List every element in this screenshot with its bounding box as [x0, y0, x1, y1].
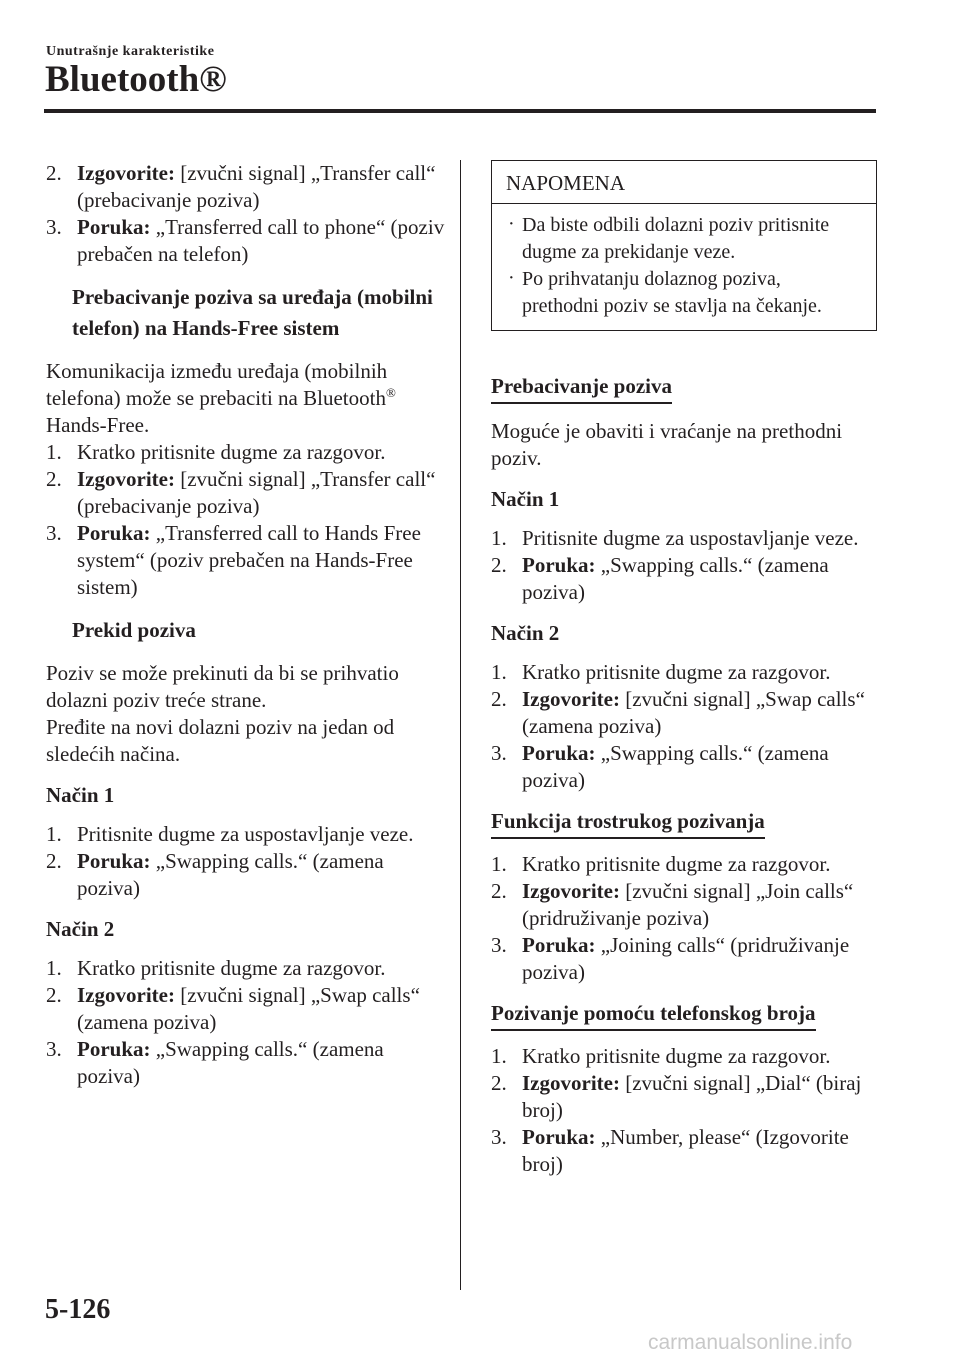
step-text: „Joining calls“ (pridruživanje poziva) — [522, 933, 850, 984]
step-label: Izgovorite: — [522, 1071, 620, 1095]
bullet-icon: · — [508, 213, 515, 235]
step-item — [46, 520, 446, 601]
step-label: Poruka: — [522, 933, 596, 957]
step-item — [46, 848, 446, 902]
step-text: [zvučni signal] „Dial“ (biraj broj) — [522, 1071, 862, 1122]
method-heading: Način 1 — [491, 487, 560, 511]
step-list — [491, 659, 877, 794]
step-number: 1. — [491, 526, 507, 550]
step-text: „Swapping calls.“ (zamena poziva) — [77, 1037, 384, 1088]
step-text: Kratko pritisnite dugme za razgovor. — [522, 1044, 831, 1068]
note-item — [506, 212, 862, 266]
sub-heading: Prekid poziva — [72, 618, 196, 642]
note-item-text: Po prihvatanju dolaznog poziva, prethodni poziv se stavlja na čekanje. — [522, 268, 822, 317]
step-label: Izgovorite: — [77, 467, 175, 491]
section-heading: Prebacivanje poziva — [491, 373, 672, 404]
step-number: 1. — [491, 852, 507, 876]
method-heading: Način 1 — [46, 783, 115, 807]
step-text: [zvučni signal] „Swap calls“ (zamena poziva) — [522, 687, 865, 738]
step-text: „Transferred call to phone“ (poziv prebačen na telefon) — [77, 215, 445, 266]
step-number: 2. — [46, 161, 62, 185]
step-number: 1. — [46, 822, 62, 846]
sub-heading: Prebacivanje poziva sa uređaja (mobilni telefon) na Hands-Free sistem — [72, 285, 433, 340]
step-number: 2. — [46, 467, 62, 491]
step-label: Poruka: — [522, 553, 596, 577]
step-item — [491, 740, 877, 794]
step-text: [zvučni signal] „Transfer call“ (prebacivanje poziva) — [77, 467, 436, 518]
step-item — [46, 1036, 446, 1090]
note-title: NAPOMENA — [492, 161, 876, 204]
step-label: Izgovorite: — [77, 161, 175, 185]
step-number: 2. — [46, 983, 62, 1007]
step-item — [491, 1124, 877, 1178]
method-heading: Način 2 — [46, 917, 115, 941]
step-list — [46, 955, 446, 1090]
step-number: 3. — [46, 521, 62, 545]
step-text: „Swapping calls.“ (zamena poziva) — [522, 553, 829, 604]
note-box — [491, 160, 877, 331]
step-label: Poruka: — [522, 1125, 596, 1149]
step-number: 1. — [491, 1044, 507, 1068]
step-list — [46, 160, 446, 268]
step-text: [zvučni signal] „Transfer call“ (prebacivanje poziva) — [77, 161, 436, 212]
paragraph: Moguće je obaviti i vraćanje na prethodni poziv. — [491, 419, 843, 470]
section-subtitle: Unutrašnje karakteristike — [46, 44, 215, 59]
step-item — [491, 552, 877, 606]
step-item — [491, 1070, 877, 1124]
step-label: Izgovorite: — [522, 687, 620, 711]
step-item — [491, 878, 877, 932]
step-list — [46, 821, 446, 902]
page-title: Bluetooth® — [45, 59, 227, 100]
note-item-text: Da biste odbili dolazni poziv pritisnite dugme za prekidanje veze. — [522, 214, 830, 263]
section-heading: Funkcija trostrukog pozivanja — [491, 808, 765, 839]
step-list — [491, 1043, 877, 1178]
column-divider — [460, 160, 461, 1290]
step-text: Kratko pritisnite dugme za razgovor. — [77, 956, 386, 980]
header-rule — [44, 109, 876, 113]
step-text: „Number, please“ (Izgovorite broj) — [522, 1125, 849, 1176]
step-text: Kratko pritisnite dugme za razgovor. — [522, 852, 831, 876]
step-item — [46, 821, 446, 848]
bullet-icon: · — [508, 267, 515, 289]
step-label: Poruka: — [77, 215, 151, 239]
step-text: Pritisnite dugme za uspostavljanje veze. — [522, 526, 859, 550]
step-label: Izgovorite: — [522, 879, 620, 903]
paragraph — [46, 358, 446, 439]
step-number: 2. — [491, 687, 507, 711]
step-item — [46, 982, 446, 1036]
step-item — [46, 214, 446, 268]
step-number: 3. — [491, 741, 507, 765]
step-item — [46, 439, 446, 466]
step-text: Kratko pritisnite dugme za razgovor. — [77, 440, 386, 464]
note-item — [506, 266, 862, 320]
step-number: 3. — [46, 215, 62, 239]
step-text: [zvučni signal] „Swap calls“ (zamena poziva) — [77, 983, 420, 1034]
right-column — [491, 160, 877, 1178]
step-text: „Swapping calls.“ (zamena poziva) — [77, 849, 384, 900]
step-number: 3. — [491, 933, 507, 957]
left-column — [46, 160, 446, 1090]
step-number: 2. — [491, 553, 507, 577]
step-item — [491, 932, 877, 986]
step-item — [491, 525, 877, 552]
step-list — [491, 525, 877, 606]
step-list — [46, 439, 446, 601]
step-item — [491, 851, 877, 878]
step-number: 2. — [491, 1071, 507, 1095]
paragraph-text: Hands-Free. — [46, 413, 150, 437]
page-number: 5-126 — [45, 1294, 111, 1325]
step-item — [491, 1043, 877, 1070]
step-number: 3. — [46, 1037, 62, 1061]
step-number: 2. — [46, 849, 62, 873]
paragraph-text: Komunikacija između uređaja (mobilnih telefona) može se prebaciti na Bluetooth — [46, 359, 388, 410]
step-list — [491, 851, 877, 986]
method-heading: Način 2 — [491, 621, 560, 645]
watermark: carmanualsonline.info — [648, 1331, 853, 1354]
step-item — [46, 955, 446, 982]
step-number: 1. — [46, 956, 62, 980]
section-heading: Pozivanje pomoću telefonskog broja — [491, 1000, 816, 1031]
step-item — [46, 466, 446, 520]
step-text: [zvučni signal] „Join calls“ (pridruživanje poziva) — [522, 879, 854, 930]
step-number: 2. — [491, 879, 507, 903]
step-item — [46, 160, 446, 214]
step-label: Poruka: — [522, 741, 596, 765]
registered-mark: ® — [385, 385, 396, 400]
step-number: 1. — [491, 660, 507, 684]
step-text: „Swapping calls.“ (zamena poziva) — [522, 741, 829, 792]
step-label: Izgovorite: — [77, 983, 175, 1007]
step-number: 3. — [491, 1125, 507, 1149]
paragraph: Pređite na novi dolazni poziv na jedan od sledećih načina. — [46, 715, 395, 766]
paragraph: Poziv se može prekinuti da bi se prihvatio dolazni poziv treće strane. — [46, 661, 399, 712]
note-body — [492, 204, 876, 330]
step-text: Kratko pritisnite dugme za razgovor. — [522, 660, 831, 684]
step-item — [491, 659, 877, 686]
step-item — [491, 686, 877, 740]
step-label: Poruka: — [77, 849, 151, 873]
step-text: „Transferred call to Hands Free system“ (poziv prebačen na Hands-Free sistem) — [77, 521, 421, 599]
step-label: Poruka: — [77, 521, 151, 545]
step-text: Pritisnite dugme za uspostavljanje veze. — [77, 822, 414, 846]
step-number: 1. — [46, 440, 62, 464]
step-label: Poruka: — [77, 1037, 151, 1061]
